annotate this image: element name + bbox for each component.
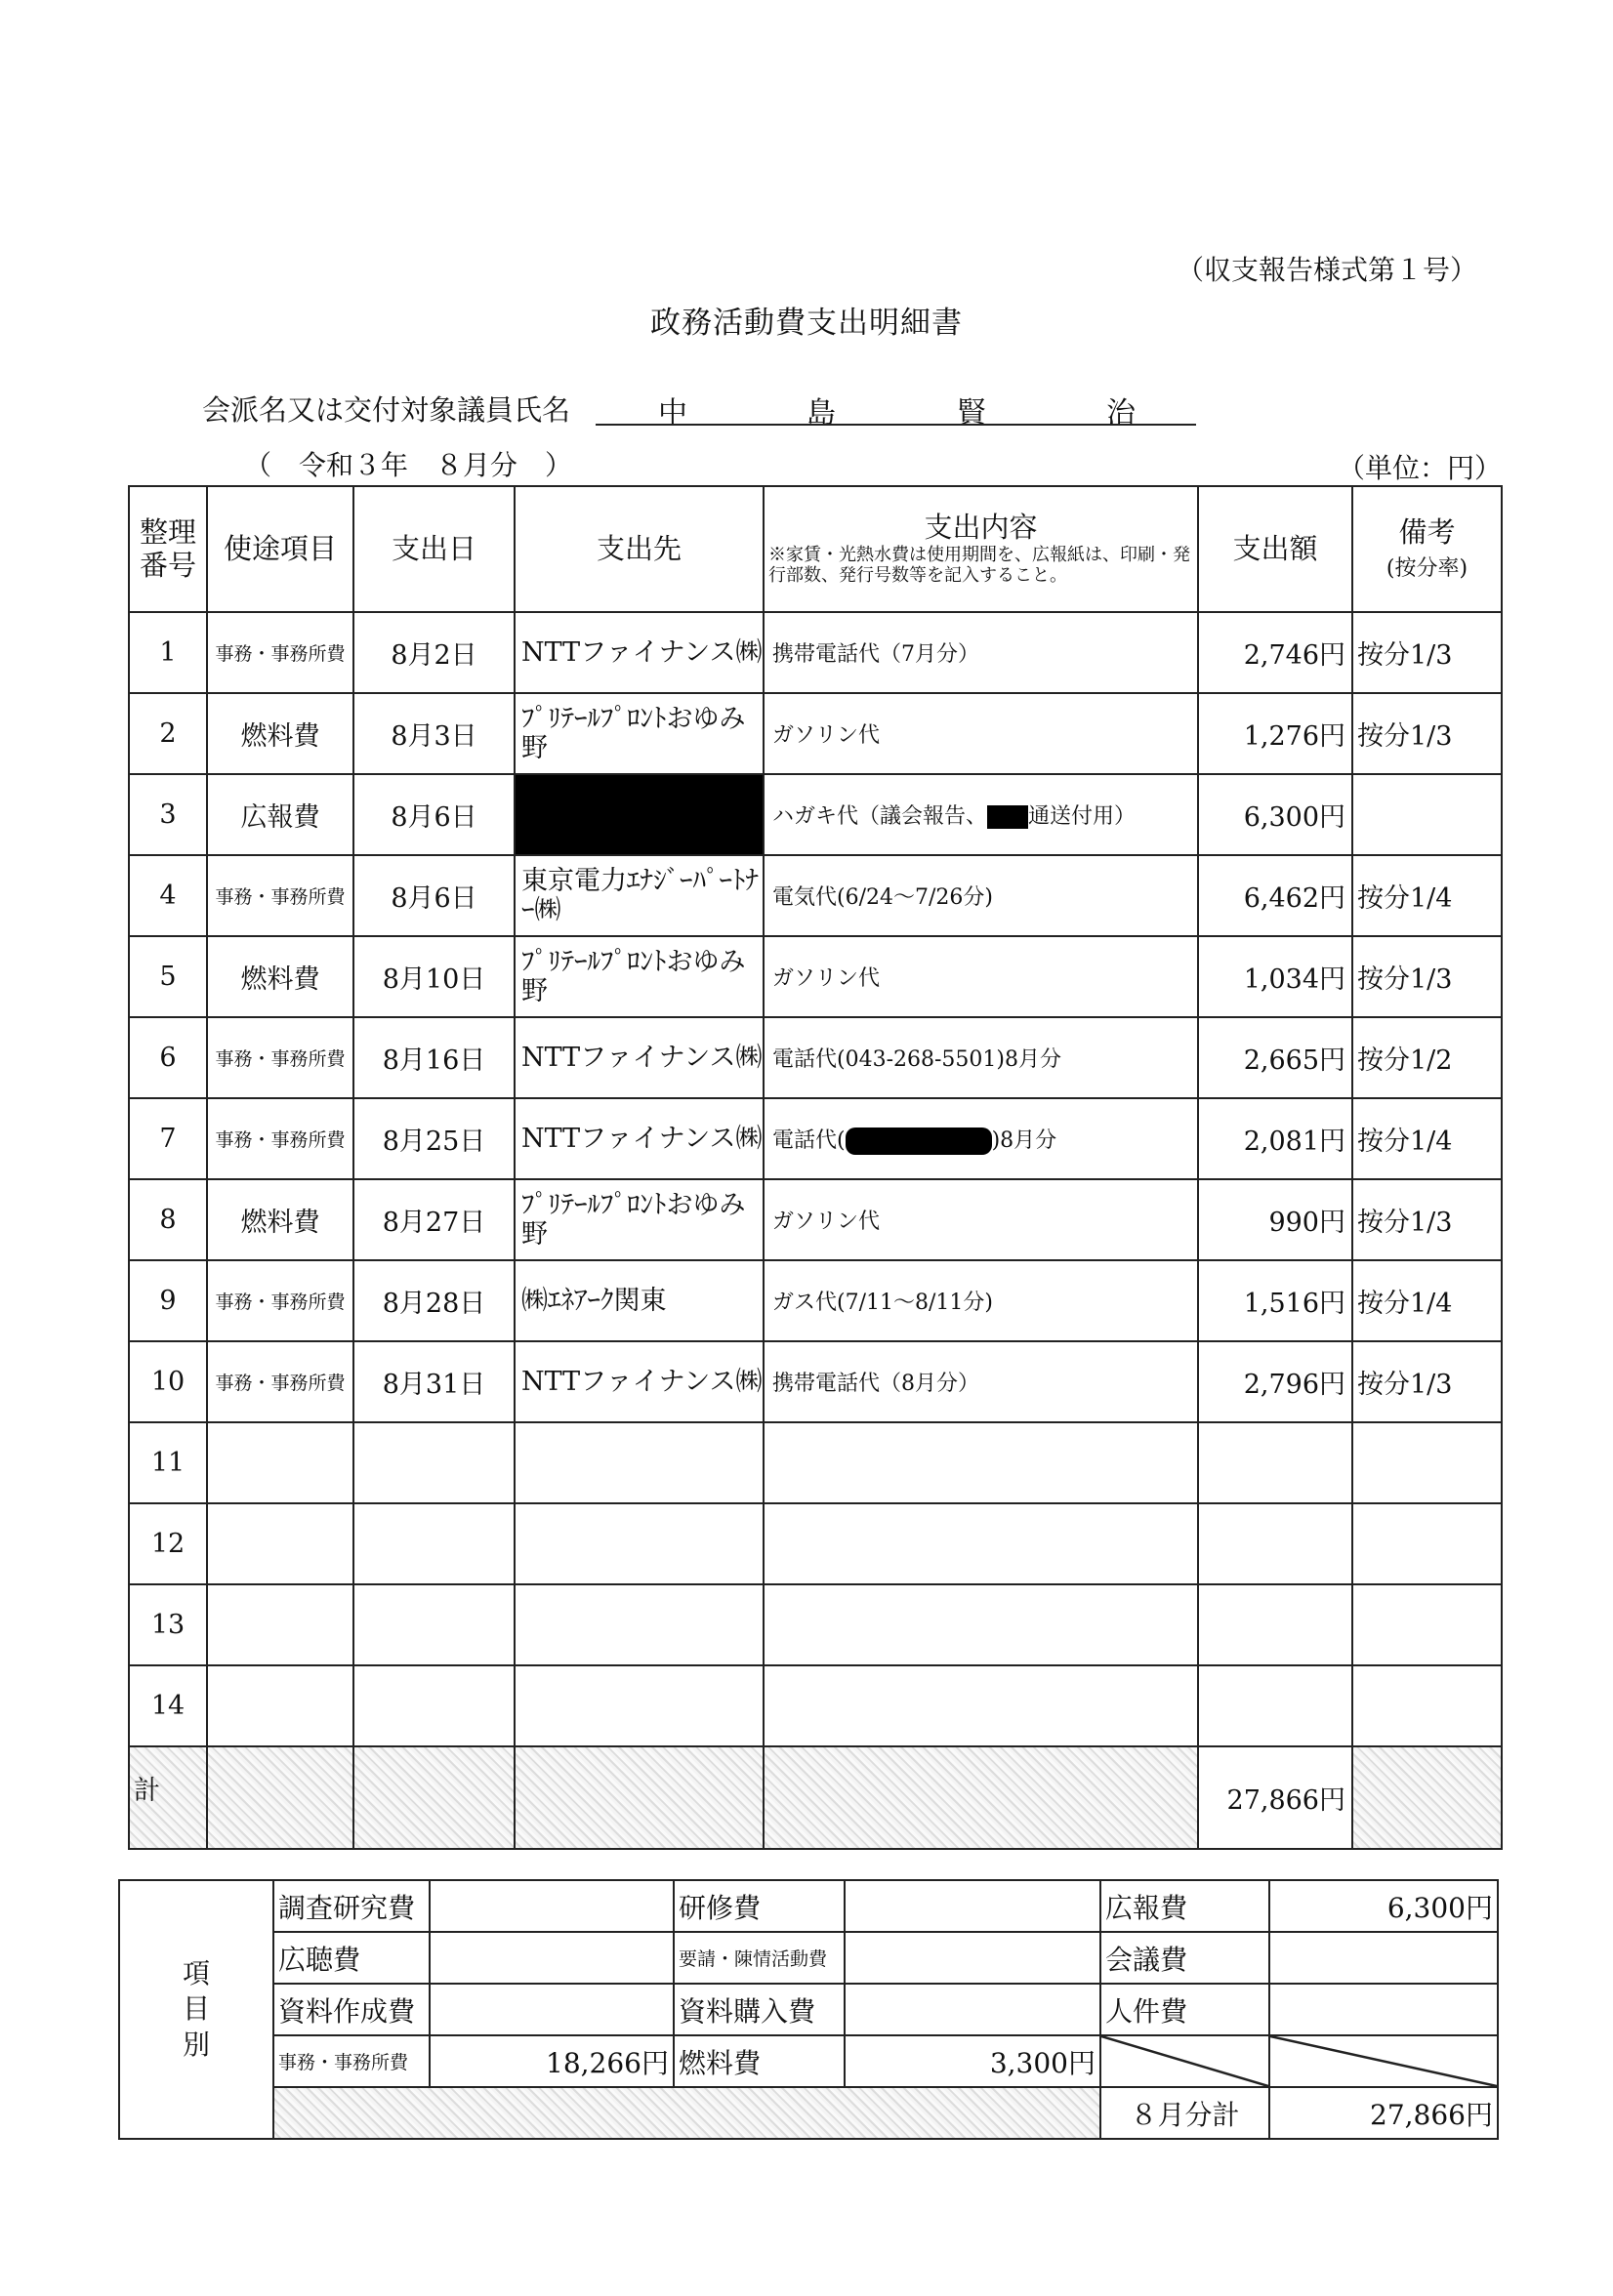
summary-materials-buy-amount [845, 1984, 1100, 2035]
summary-row [119, 1880, 1498, 1932]
row-amount: 2,081円 [1198, 1098, 1352, 1179]
row-amount: 2,665円 [1198, 1017, 1352, 1098]
summary-training-label: 研修費 [674, 1880, 845, 1932]
header-description [764, 486, 1198, 612]
row-note: 按分1/4 [1352, 855, 1502, 936]
empty-cell [353, 1422, 515, 1503]
summary-crossed-cell [1100, 2035, 1269, 2087]
row-payee: 東京電力ｴﾅｼﾞｰﾊﾟｰﾄﾅｰ㈱ [515, 855, 764, 936]
row-date: 8月6日 [353, 774, 515, 855]
summary-training-amount [845, 1880, 1100, 1932]
table-row-empty [129, 1665, 1502, 1746]
table-row [129, 1098, 1502, 1179]
row-date: 8月27日 [353, 1179, 515, 1260]
row-description-part: 電話代( [772, 1128, 846, 1153]
name-char-4: 治 [1106, 396, 1136, 430]
row-note: 按分1/3 [1352, 612, 1502, 693]
empty-cell [515, 1584, 764, 1665]
summary-materials-make-label: 資料作成費 [273, 1984, 430, 2035]
header-note [1352, 486, 1502, 612]
summary-pr-amount: 6,300円 [1269, 1880, 1498, 1932]
empty-cell [1198, 1584, 1352, 1665]
name-char-1: 中 [658, 396, 687, 430]
row-category: 燃料費 [207, 693, 353, 774]
row-note: 按分1/3 [1352, 936, 1502, 1017]
empty-cell [207, 1584, 353, 1665]
table-row [129, 1017, 1502, 1098]
summary-row [119, 1984, 1498, 2035]
header-description-note: ※家賃・光熱水費は使用期間を、広報紙は、印刷・発行部数、発行号数等を記入すること。 [768, 544, 1190, 587]
summary-petition-amount [845, 1932, 1100, 1984]
unit-label: （単位：円） [1338, 452, 1503, 484]
row-no: 5 [129, 936, 207, 1017]
empty-cell [1352, 1422, 1502, 1503]
row-description-part: )8月分 [991, 1128, 1057, 1153]
row-category: 事務・事務所費 [207, 1260, 353, 1341]
name-label: 会派名又は交付対象議員氏名 [202, 393, 571, 427]
summary-fuel-label: 燃料費 [674, 2035, 845, 2087]
row-category: 事務・事務所費 [207, 1341, 353, 1422]
total-label: 計 [129, 1746, 207, 1849]
name-char-3: 賢 [957, 396, 986, 430]
redaction-block [846, 1128, 992, 1155]
summary-pr-label: 広報費 [1100, 1880, 1269, 1932]
row-note: 按分1/2 [1352, 1017, 1502, 1098]
period-label: （ 令和３年 ８月分 ） [244, 449, 573, 481]
summary-crossed-cell [1269, 2035, 1498, 2087]
row-note: 按分1/3 [1352, 1179, 1502, 1260]
row-note: 按分1/3 [1352, 1341, 1502, 1422]
row-amount: 6,300円 [1198, 774, 1352, 855]
row-category: 事務・事務所費 [207, 855, 353, 936]
empty-cell [207, 1503, 353, 1584]
row-amount: 1,516円 [1198, 1260, 1352, 1341]
row-no: 2 [129, 693, 207, 774]
row-category: 事務・事務所費 [207, 612, 353, 693]
row-amount: 990円 [1198, 1179, 1352, 1260]
row-amount: 2,796円 [1198, 1341, 1352, 1422]
row-payee: NTTファイナンス㈱ [515, 1341, 764, 1422]
row-amount: 1,276円 [1198, 693, 1352, 774]
row-no: 7 [129, 1098, 207, 1179]
table-row [129, 936, 1502, 1017]
name-underline [596, 424, 1196, 426]
row-payee: NTTファイナンス㈱ [515, 1098, 764, 1179]
header-note-sub: (按分率) [1386, 555, 1468, 581]
summary-research-amount [430, 1880, 674, 1932]
row-no: 13 [129, 1584, 207, 1665]
table-row-empty [129, 1503, 1502, 1584]
table-row [129, 774, 1502, 855]
empty-cell [1352, 1584, 1502, 1665]
empty-cell [1198, 1665, 1352, 1746]
row-payee: ﾌﾟﾘﾃｰﾙﾌﾟﾛﾝﾄおゆみ野 [515, 693, 764, 774]
summary-petition-label: 要請・陳情活動費 [674, 1932, 845, 1984]
row-amount: 1,034円 [1198, 936, 1352, 1017]
row-category: 燃料費 [207, 936, 353, 1017]
row-description: ガソリン代 [764, 936, 1198, 1017]
summary-row [119, 2087, 1498, 2139]
table-row [129, 693, 1502, 774]
row-no: 8 [129, 1179, 207, 1260]
table-row-empty [129, 1584, 1502, 1665]
row-description: 電気代(6/24～7/26分) [764, 855, 1198, 936]
empty-cell [764, 1584, 1198, 1665]
row-date: 8月16日 [353, 1017, 515, 1098]
summary-personnel-label: 人件費 [1100, 1984, 1269, 2035]
table-row-empty [129, 1422, 1502, 1503]
row-payee: NTTファイナンス㈱ [515, 612, 764, 693]
row-payee: ㈱ｴﾈｱｰｸ関東 [515, 1260, 764, 1341]
row-payee: ﾌﾟﾘﾃｰﾙﾌﾟﾛﾝﾄおゆみ野 [515, 1179, 764, 1260]
name-char-2: 島 [806, 396, 836, 430]
summary-research-label: 調査研究費 [273, 1880, 430, 1932]
row-description: ガソリン代 [764, 693, 1198, 774]
table-row [129, 1260, 1502, 1341]
summary-month-total-label: ８月分計 [1100, 2087, 1269, 2139]
summary-hearing-label: 広聴費 [273, 1932, 430, 1984]
table-header-row [129, 486, 1502, 612]
empty-cell [207, 1422, 353, 1503]
row-description: ガソリン代 [764, 1179, 1198, 1260]
row-description: 電話代(043-268-5501)8月分 [764, 1017, 1198, 1098]
empty-cell [1198, 1503, 1352, 1584]
row-note: 按分1/4 [1352, 1260, 1502, 1341]
document-title: 政務活動費支出明細書 [650, 306, 963, 341]
summary-vertical-label: 項 目 別 [119, 1880, 273, 2139]
table-row [129, 612, 1502, 693]
row-date: 8月6日 [353, 855, 515, 936]
empty-cell [515, 1422, 764, 1503]
table-row [129, 855, 1502, 936]
row-date: 8月28日 [353, 1260, 515, 1341]
summary-meeting-amount [1269, 1932, 1498, 1984]
empty-cell [1352, 1665, 1502, 1746]
row-date: 8月25日 [353, 1098, 515, 1179]
summary-fuel-amount: 3,300円 [845, 2035, 1100, 2087]
summary-row [119, 2035, 1498, 2087]
header-category: 使途項目 [207, 486, 353, 612]
empty-cell [764, 1665, 1198, 1746]
row-amount: 2,746円 [1198, 612, 1352, 693]
table-row [129, 1179, 1502, 1260]
row-description [764, 1098, 1198, 1179]
shaded-cell [515, 1746, 764, 1849]
row-no: 6 [129, 1017, 207, 1098]
row-date: 8月10日 [353, 936, 515, 1017]
row-description: 携帯電話代（8月分） [764, 1341, 1198, 1422]
header-date: 支出日 [353, 486, 515, 612]
empty-cell [764, 1503, 1198, 1584]
shaded-cell [207, 1746, 353, 1849]
row-note: 按分1/4 [1352, 1098, 1502, 1179]
row-description: 携帯電話代（7月分） [764, 612, 1198, 693]
row-date: 8月3日 [353, 693, 515, 774]
row-payee-redacted [515, 774, 764, 855]
form-number: （収支報告様式第１号） [1177, 254, 1478, 286]
row-no: 12 [129, 1503, 207, 1584]
empty-cell [207, 1665, 353, 1746]
category-summary-table [118, 1879, 1499, 2140]
row-description-part: ハガキ代（議会報告、 [772, 804, 988, 829]
row-no: 1 [129, 612, 207, 693]
row-category: 広報費 [207, 774, 353, 855]
summary-row [119, 1932, 1498, 1984]
header-note-title: 備考 [1398, 515, 1456, 550]
row-amount: 6,462円 [1198, 855, 1352, 936]
row-no: 10 [129, 1341, 207, 1422]
empty-cell [764, 1422, 1198, 1503]
shaded-cell [764, 1746, 1198, 1849]
summary-personnel-amount [1269, 1984, 1498, 2035]
total-row [129, 1746, 1502, 1849]
row-description [764, 774, 1198, 855]
row-note [1352, 774, 1502, 855]
summary-office-amount: 18,266円 [430, 2035, 674, 2087]
row-note: 按分1/3 [1352, 693, 1502, 774]
row-description: ガス代(7/11～8/11分) [764, 1260, 1198, 1341]
row-category: 燃料費 [207, 1179, 353, 1260]
empty-cell [1198, 1422, 1352, 1503]
row-date: 8月2日 [353, 612, 515, 693]
summary-month-total-amount: 27,866円 [1269, 2087, 1498, 2139]
row-category: 事務・事務所費 [207, 1098, 353, 1179]
expense-table [128, 485, 1503, 1850]
summary-hearing-amount [430, 1932, 674, 1984]
row-payee: NTTファイナンス㈱ [515, 1017, 764, 1098]
row-date: 8月31日 [353, 1341, 515, 1422]
summary-meeting-label: 会議費 [1100, 1932, 1269, 1984]
summary-office-label: 事務・事務所費 [273, 2035, 430, 2087]
row-payee: ﾌﾟﾘﾃｰﾙﾌﾟﾛﾝﾄおゆみ野 [515, 936, 764, 1017]
empty-cell [1352, 1503, 1502, 1584]
shaded-cell [353, 1746, 515, 1849]
empty-cell [353, 1584, 515, 1665]
row-no: 9 [129, 1260, 207, 1341]
empty-cell [353, 1665, 515, 1746]
empty-cell [515, 1665, 764, 1746]
summary-materials-buy-label: 資料購入費 [674, 1984, 845, 2035]
summary-shaded-cell [273, 2087, 1100, 2139]
summary-materials-make-amount [430, 1984, 674, 2035]
shaded-cell [1352, 1746, 1502, 1849]
row-category: 事務・事務所費 [207, 1017, 353, 1098]
row-no: 14 [129, 1665, 207, 1746]
row-no: 11 [129, 1422, 207, 1503]
row-description-part: 通送付用） [1028, 804, 1137, 829]
redaction-block [987, 805, 1028, 829]
empty-cell [353, 1503, 515, 1584]
header-description-title: 支出内容 [924, 511, 1038, 545]
empty-cell [515, 1503, 764, 1584]
total-amount: 27,866円 [1198, 1746, 1352, 1849]
header-payee: 支出先 [515, 486, 764, 612]
row-no: 3 [129, 774, 207, 855]
row-no: 4 [129, 855, 207, 936]
table-row [129, 1341, 1502, 1422]
header-amount: 支出額 [1198, 486, 1352, 612]
header-no: 整理 番号 [129, 486, 207, 612]
